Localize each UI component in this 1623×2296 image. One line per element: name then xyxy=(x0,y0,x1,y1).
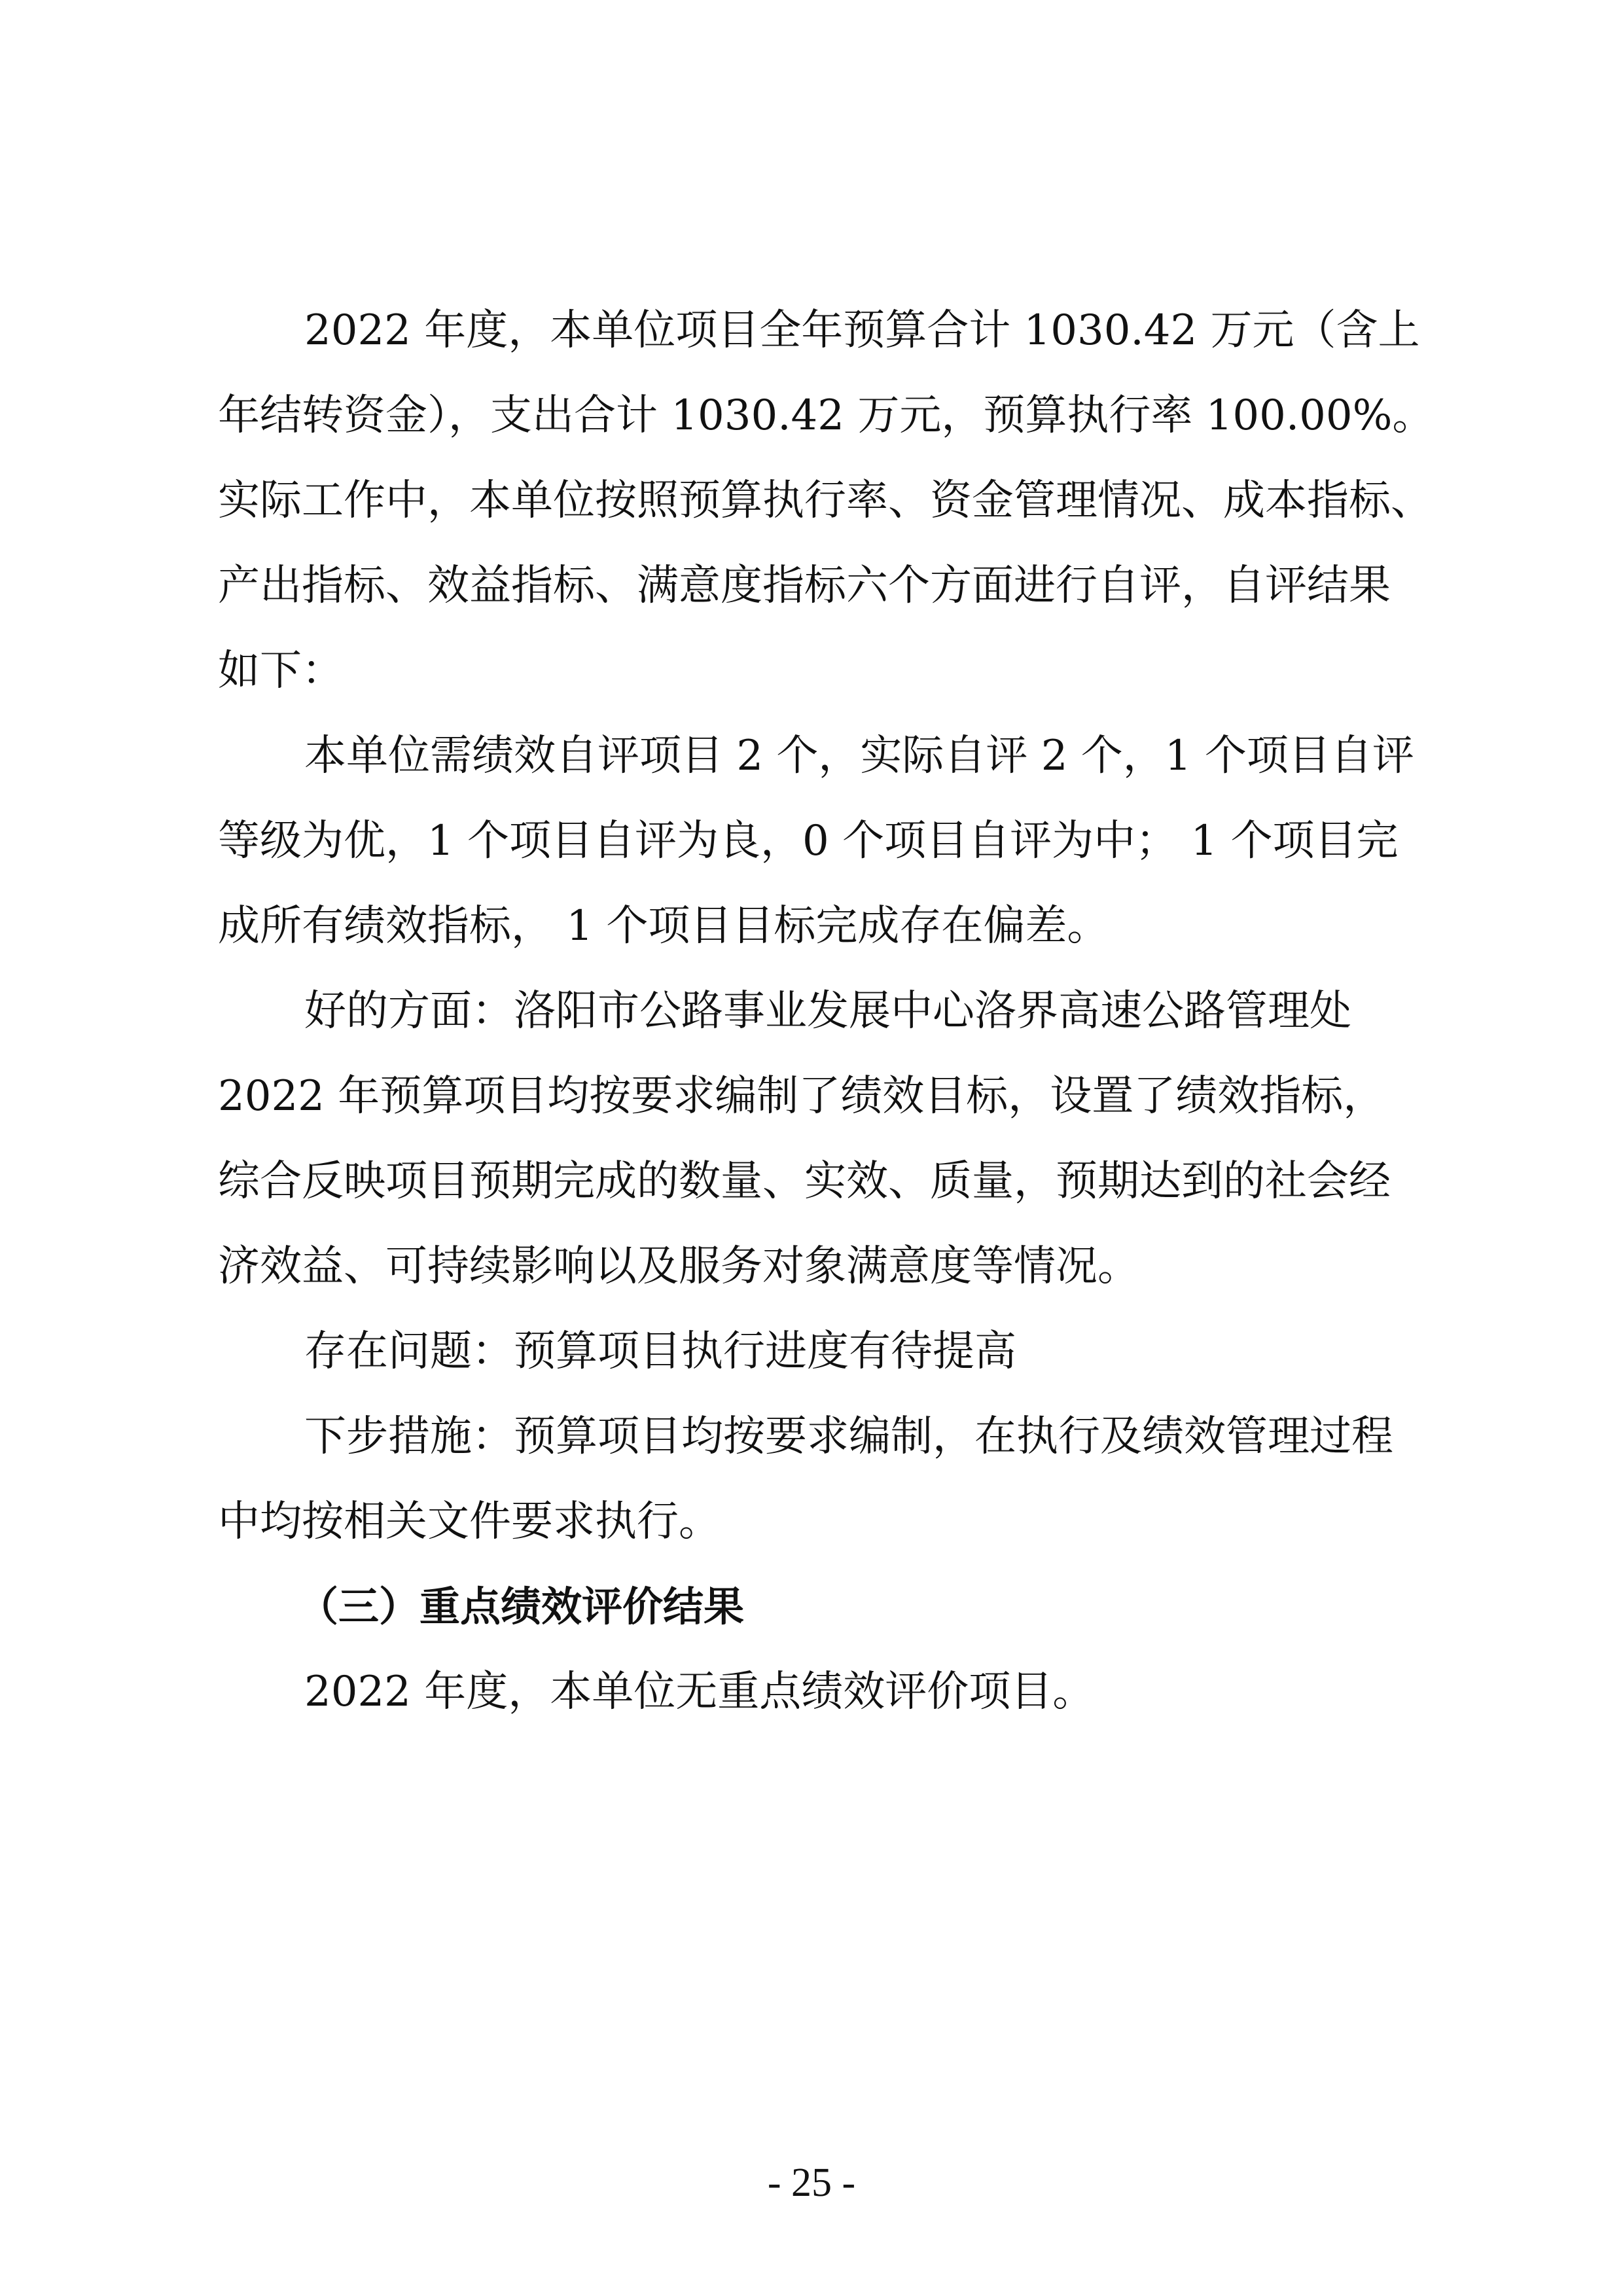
paragraph-1-line-2: 年结转资金），支出合计 1030.42 万元，预算执行率 100.00%。 xyxy=(218,391,1435,440)
section-heading: （三）重点绩效评价结果 xyxy=(298,1583,745,1630)
paragraph-2-line-2: 等级为优，1 个项目自评为良，0 个项目自评为中； 1 个项目完 xyxy=(218,817,1399,865)
paragraph-2-line-3: 成所有绩效指标， 1 个项目目标完成存在偏差。 xyxy=(218,902,1109,950)
paragraph-3-line-3: 综合反映项目预期完成的数量、实效、质量，预期达到的社会经 xyxy=(218,1157,1391,1206)
paragraph-3-line-1: 好的方面：洛阳市公路事业发展中心洛界高速公路管理处 xyxy=(304,987,1351,1035)
paragraph-3-line-4: 济效益、可持续影响以及服务对象满意度等情况。 xyxy=(218,1242,1139,1291)
paragraph-1-line-1: 2022 年度，本单位项目全年预算合计 1030.42 万元（含上 xyxy=(304,306,1420,355)
paragraph-2-line-1: 本单位需绩效自评项目 2 个，实际自评 2 个，1 个项目自评 xyxy=(304,732,1414,780)
paragraph-5-line-1: 下步措施：预算项目均按要求编制，在执行及绩效管理过程 xyxy=(304,1412,1393,1461)
closing-paragraph: 2022 年度，本单位无重点绩效评价项目。 xyxy=(304,1668,1095,1716)
paragraph-1-line-4: 产出指标、效益指标、满意度指标六个方面进行自评，自评结果 xyxy=(218,562,1391,610)
page-number: - 25 - xyxy=(767,2161,856,2205)
paragraph-1-line-3: 实际工作中，本单位按照预算执行率、资金管理情况、成本指标、 xyxy=(218,476,1433,525)
paragraph-4-line-1: 存在问题：预算项目执行进度有待提高 xyxy=(304,1327,1016,1376)
paragraph-5-line-2: 中均按相关文件要求执行。 xyxy=(218,1498,721,1546)
paragraph-3-line-2: 2022 年预算项目均按要求编制了绩效目标，设置了绩效指标， xyxy=(218,1072,1385,1121)
paragraph-1-line-5: 如下： xyxy=(218,647,344,695)
